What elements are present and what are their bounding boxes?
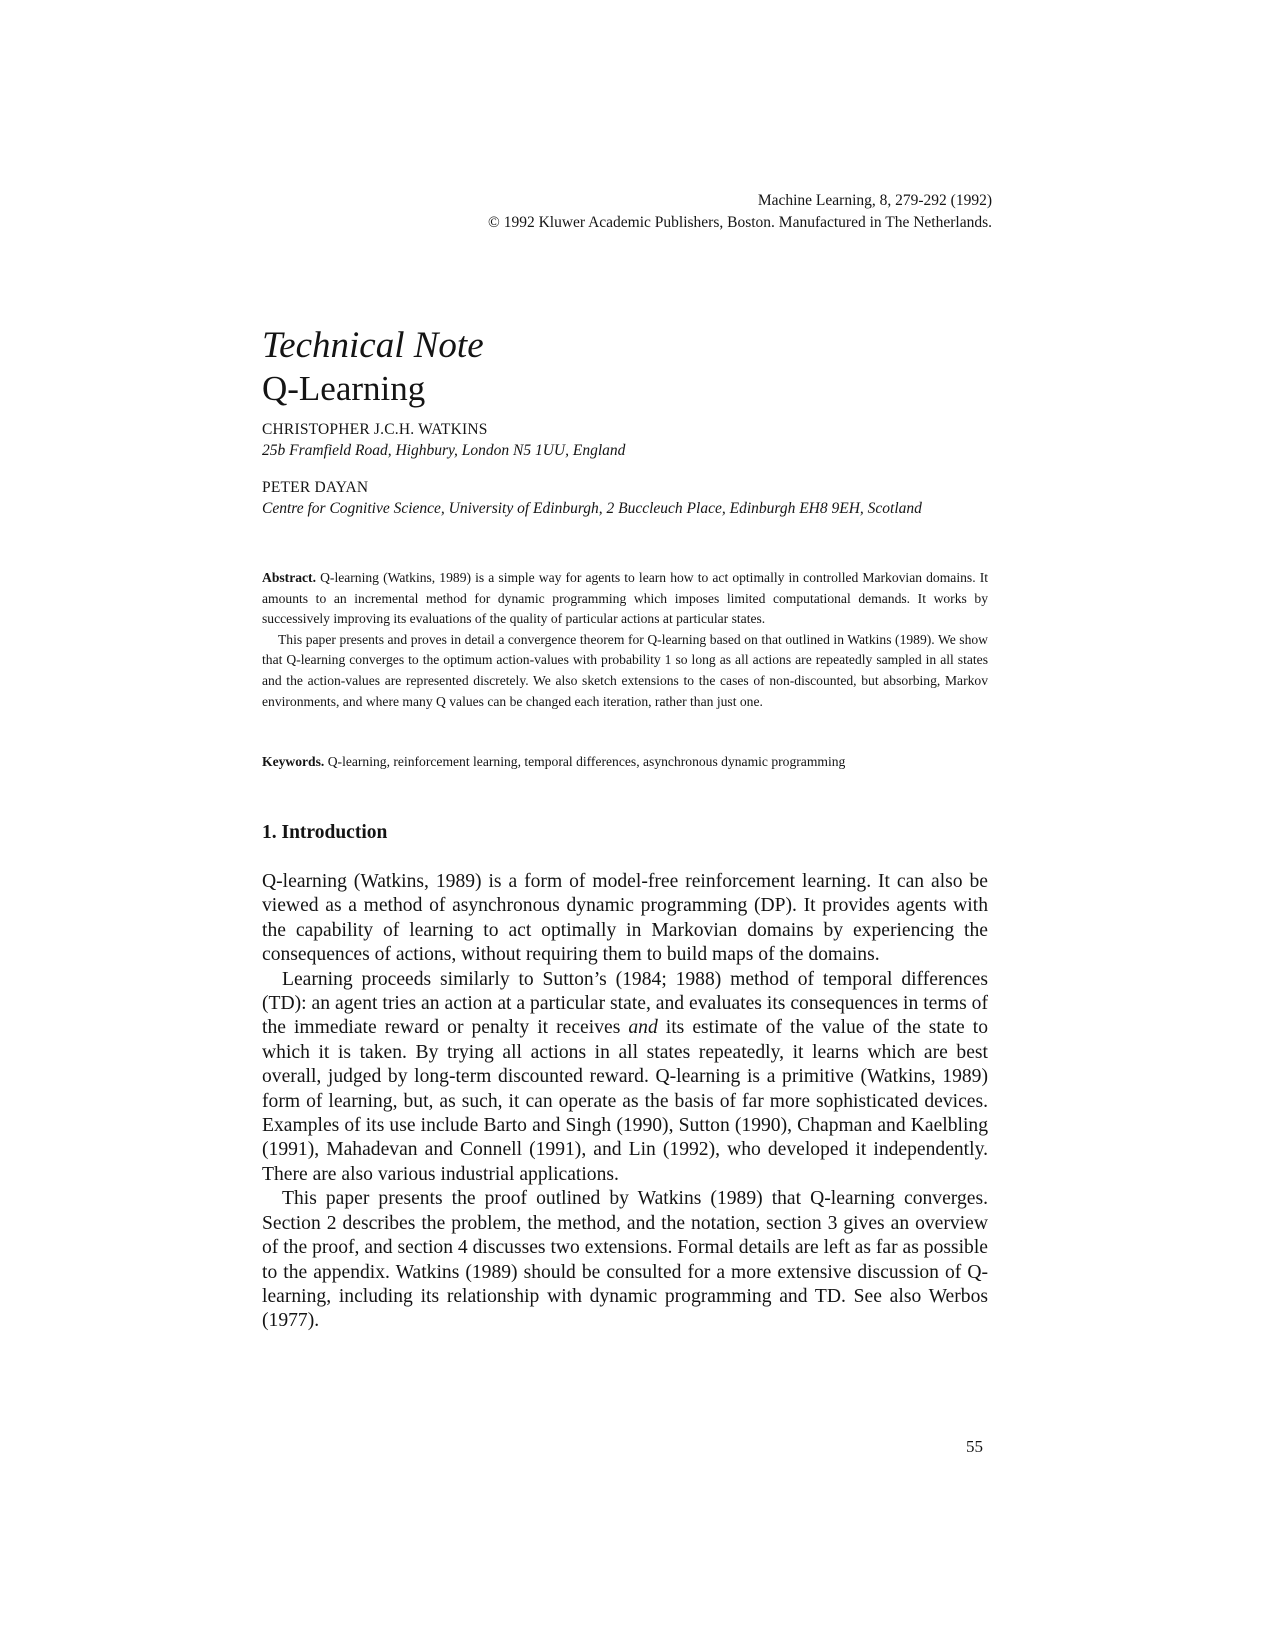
abstract-paragraph-1 bbox=[262, 568, 988, 630]
author-dayan bbox=[262, 477, 922, 519]
abstract-text-1: Q-learning (Watkins, 1989) is a simple way for agents to learn how to act optimally in controlled Markovian domains. It amounts to an incremental method for dynamic programming which imposes limited computational demands. It works by successively improving its evaluations of the quality of particular actions at particular states. bbox=[262, 570, 988, 627]
keywords-label: Keywords. bbox=[262, 754, 325, 769]
page-number: 55 bbox=[966, 1437, 983, 1456]
intro-paragraph-2-emphasis: and bbox=[628, 1017, 658, 1039]
author-name: PETER DAYAN bbox=[262, 479, 369, 496]
copyright-line: © 1992 Kluwer Academic Publishers, Boston. Manufactured in The Netherlands. bbox=[488, 214, 992, 231]
paper-title bbox=[262, 324, 484, 410]
author-affiliation: Centre for Cognitive Science, University of Edinburgh, 2 Buccleuch Place, Edinburgh EH8 9EH, Scotland bbox=[262, 500, 922, 517]
abstract bbox=[262, 568, 988, 712]
title-q-learning: Q-Learning bbox=[262, 369, 426, 408]
journal-header bbox=[488, 190, 992, 234]
abstract-paragraph-2: This paper presents and proves in detail a convergence theorem for Q-learning based on that outlined in Watkins (1989). We show that Q-learning converges to the optimum action-values with probability 1 so long as all actions are repeatedly sampled in all states and the action-values are represented discretely. We also sketch extensions to the cases of non-discounted, but absorbing, Markov environments, and where many Q values can be changed each iteration, rather than just one. bbox=[262, 631, 988, 709]
author-affiliation: 25b Framfield Road, Highbury, London N5 1UU, England bbox=[262, 442, 626, 459]
introduction-body bbox=[262, 870, 988, 1334]
intro-paragraph-3: This paper presents the proof outlined by Watkins (1989) that Q-learning converges. Section 2 describes the problem, the method, and the notation, section 3 gives an overview of the proof, and section 4 discusses two extensions. Formal details are left as far as possible to the appendix. Watkins (1989) should be consulted for a more extensive discussion of Q-learning, including its relationship with dynamic programming and TD. See also Werbos (1977). bbox=[262, 1188, 988, 1332]
intro-paragraph-2-part-1: Learning proceeds similarly to Sutton’s (1984; 1988) method of temporal differences (TD): an agent tries an action at a particular state, and evaluates its consequences in terms of the immediate reward or penalty it receives bbox=[262, 968, 988, 1039]
section-heading-introduction: 1. Introduction bbox=[262, 822, 388, 843]
intro-paragraph-2 bbox=[262, 968, 988, 1188]
journal-citation: Machine Learning, 8, 279-292 (1992) bbox=[757, 192, 992, 209]
author-watkins bbox=[262, 419, 625, 461]
author-name: CHRISTOPHER J.C.H. WATKINS bbox=[262, 421, 488, 438]
title-technical-note: Technical Note bbox=[262, 325, 484, 366]
intro-paragraph-2-part-2: its estimate of the value of the state to which it is taken. By trying all actions in all states repeatedly, it learns which are best overall, judged by long-term discounted reward. Q-learning is a primitive (Watkins, 1989) form of learning, but, as such, it can operate as the basis of far more sophisticated devices. Examples of its use include Barto and Singh (1990), Sutton (1990), Chapman and Kaelbling (1991), Mahadevan and Connell (1991), and Lin (1992), who developed it independently. There are also various industrial applications. bbox=[262, 1017, 988, 1185]
keywords-text: Q-learning, reinforcement learning, temporal differences, asynchronous dynamic programming bbox=[327, 754, 846, 769]
keywords bbox=[262, 752, 988, 772]
intro-paragraph-1: Q-learning (Watkins, 1989) is a form of model-free reinforcement learning. It can also be viewed as a method of asynchronous dynamic programming (DP). It provides agents with the capability of learning to act optimally in Markovian domains by experiencing the consequences of actions, without requiring them to build maps of the domains. bbox=[262, 871, 988, 966]
abstract-label: Abstract. bbox=[262, 570, 316, 585]
